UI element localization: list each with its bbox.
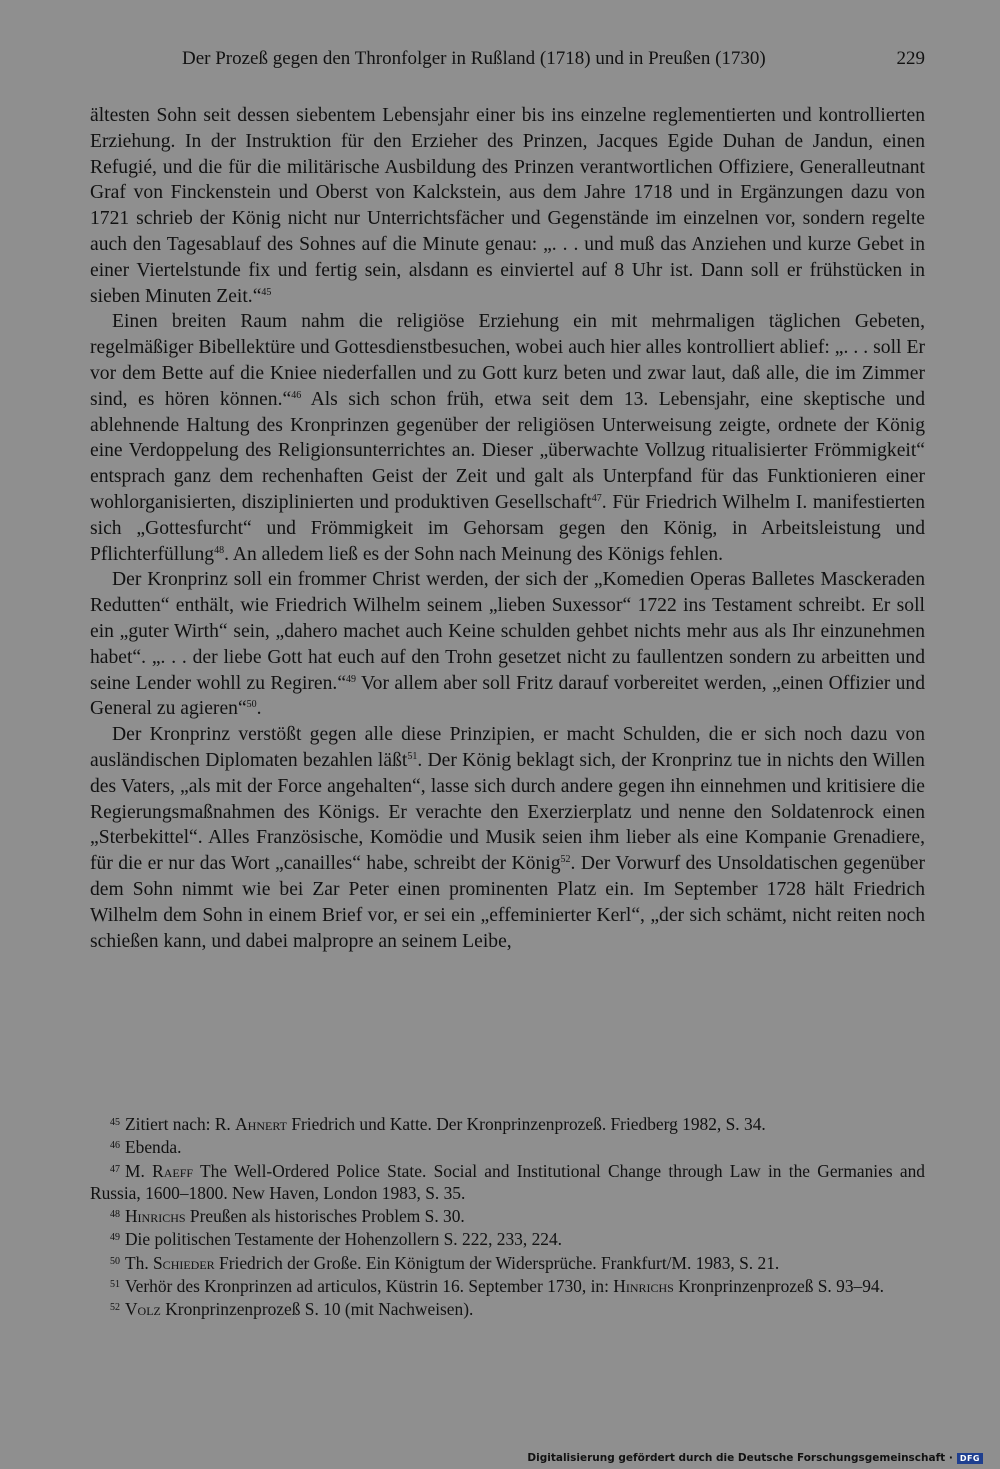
footnote-ref: 46: [291, 389, 302, 401]
text-run: . Der König beklagt sich, der Kronprinz tue in nichts den Willen des Vaters, „als mit der Force angehalten“, lasse sich durch andere gegen ihn einnehmen und kritisiere die Regierungsmaßnahmen des Königs. Er verachte den Exerzierplatz und nenne den Soldatenrock einen „Sterbekittel“. Alles Französische, Komödie und Musik seien ihm lieber als eine Kompanie Grenadiere, für die er nur das Wort „canailles“ habe, schreibt der König: [90, 749, 925, 875]
paragraph: [90, 309, 925, 567]
footnote: [90, 1159, 925, 1205]
footnote-text: Kronprinzenprozeß S. 93–94.: [673, 1276, 884, 1297]
footnote-number: 47: [110, 1163, 120, 1175]
footnote-text: M.: [125, 1160, 153, 1181]
text-run: . An alledem ließ es der Sohn nach Meinung des Königs fehlen.: [224, 543, 724, 565]
footnotes: [90, 1112, 925, 1321]
footnote-text: Verhör des Kronprinzen ad articulos, Küstrin 16. September 1730, in:: [125, 1276, 614, 1297]
footnote-text: Preußen als historisches Problem S. 30.: [185, 1206, 465, 1227]
author-name: Hinrichs: [125, 1206, 186, 1227]
page-number: 229: [896, 48, 925, 69]
footnote: [90, 1204, 925, 1227]
footnote-number: 45: [110, 1117, 120, 1128]
text-run: Als sich schon früh, etwa seit dem 13. Lebensjahr, eine skeptische und ablehnende Haltung des Kronprinzen gegenüber der religiösen Unterweisung zeigte, ordnete der König eine Verdoppelung des Religionsunterrichtes an. Dieser „überwachte Vollzug ritualisierter Frömmigkeit“ entsprach ganz dem rechenhaften Geist der Zeit und galt als Unterpfand für das Funktionieren einer wohlorganisierten, disziplinierten und produktiven Gesellschaft: [90, 388, 925, 513]
footnote-number: 52: [110, 1302, 120, 1314]
paragraph: [90, 103, 925, 309]
footnote-text: Die politischen Testamente der Hohenzollern S. 222, 233, 224.: [125, 1229, 562, 1250]
author-name: Ahnert: [235, 1114, 287, 1134]
footnote: [90, 1297, 925, 1320]
dfg-logo: DFG: [957, 1453, 983, 1464]
footnote: [90, 1227, 925, 1250]
footnote: [90, 1251, 925, 1274]
text-run: . Der Vorwurf des Unsoldatischen gegenüber dem Sohn nimmt wie bei Zar Peter einen prominenten Platz ein. Im September 1728 hält Friedrich Wilhelm dem Sohn in einem Brief vor, er sei ein „effeminierter Kerl“, „der sich schämt, nicht reiten noch schießen kann, und dabei malpropre an seinem Leibe,: [90, 853, 925, 952]
footnote-ref: 45: [261, 286, 272, 298]
footnote-ref: 51: [407, 750, 418, 762]
footnote-text: Zitiert nach: R.: [125, 1114, 236, 1134]
paragraph: [90, 722, 925, 954]
running-title: Der Prozeß gegen den Thronfolger in Rußland (1718) und in Preußen (1730): [182, 48, 766, 69]
footnote-text: Kronprinzenprozeß S. 10 (mit Nachweisen).: [160, 1299, 474, 1320]
footnote-ref: 47: [591, 492, 602, 504]
footnote-text: Friedrich und Katte. Der Kronprinzenprozeß. Friedberg 1982, S. 34.: [286, 1114, 766, 1134]
footnote-text: The Well-Ordered Police State. Social and Institutional Change through Law in the Germanies and Russia, 1600–1800. New Haven, London 1983, S. 35.: [90, 1160, 925, 1203]
author-name: Schieder: [153, 1252, 215, 1273]
text-run: ältesten Sohn seit dessen siebentem Lebensjahr einer bis ins einzelne reglementierten und kontrollierten Erziehung. In der Instruktion für den Erzieher des Prinzen, Jacques Egide Duhan de Jandun, einen Refugié, und die für die militärische Ausbildung des Prinzen verantwortlichen Offiziere, Generalleutnant Graf von Finckenstein und Oberst von Kalckstein, aus dem Jahre 1718 und in Ergänzungen dazu von 1721 schrieb der König nicht nur Unterrichtsfächer und Gegenstände im einzelnen vor, sondern regelte auch den Tagesablauf des Sohnes auf die Minute genau: „. . . und muß das Anziehen und kurze Gebet in einer Viertelstunde fix und fertig sein, alsdann es einviertel auf 8 Uhr ist. Dann soll er frühstücken in sieben Minuten Zeit.“: [90, 105, 925, 307]
footnote-ref: 48: [214, 544, 225, 556]
footnote-text: Ebenda.: [125, 1137, 182, 1158]
footnote-number: 46: [110, 1140, 120, 1152]
credit-text: Digitalisierung gefördert durch die Deutsche Forschungsgemeinschaft ·: [527, 1452, 953, 1464]
footnote-ref: 50: [246, 699, 257, 711]
text-run: Vor allem aber soll Fritz darauf vorbereitet werden, „einen Offizier und General zu agieren“: [90, 672, 925, 720]
footnote-text: Friedrich der Große. Ein Königtum der Widersprüche. Frankfurt/M. 1983, S. 21.: [214, 1252, 780, 1273]
footnote: [90, 1274, 925, 1297]
footnote-number: 49: [110, 1232, 120, 1244]
paragraph: [90, 567, 925, 722]
footnote: [90, 1135, 925, 1158]
footnote-ref: 52: [560, 854, 571, 866]
footnote-ref: 49: [346, 673, 357, 685]
text-run: Der Kronprinz soll ein frommer Christ werden, der sich der „Komedien Operas Balletes Masckeraden Redutten“ enthält, wie Friedrich Wilhelm seinem „lieben Suxessor“ 1722 ins Testament schreibt. Er soll ein „guter Wirth“ sein, „dahero machet auch Keine schulden gehbet nichts mehr aus als Ihr einzunehmen habet“. „. . . der liebe Gott hat euch auf den Trohn gesetzet nicht zu faullentzen sondern zu arbeitten und seine Lender wohll zu Regiren.“: [90, 569, 925, 694]
footnote-number: 50: [110, 1255, 120, 1267]
text-run: . Für Friedrich Wilhelm I. manifestierten sich „Gottesfurcht“ und Frömmigkeit im Gehorsam gegen den König, in Arbeitsleistung und Pflichterfüllung: [90, 491, 925, 565]
text-run: Der Kronprinz verstößt gegen alle diese Prinzipien, er macht Schulden, die er sich noch dazu von ausländischen Diplomaten bezahlen läßt: [90, 724, 925, 771]
author-name: Hinrichs: [613, 1276, 674, 1297]
author-name: Raeff: [152, 1160, 194, 1181]
text-run: .: [256, 698, 262, 720]
footnote-number: 48: [110, 1209, 120, 1221]
digitization-credit: [527, 1452, 983, 1464]
footnote: [90, 1112, 925, 1135]
author-name: Volz: [125, 1299, 161, 1320]
text-run: Einen breiten Raum nahm die religiöse Erziehung ein mit mehrmaligen täglichen Gebeten, regelmäßiger Bibellektüre und Gottesdienstbesuchen, wobei auch hier alles kontrolliert ablief: „. . . soll Er vor dem Bette auf die Kniee niederfallen und zu Gott kurz beten und zwar laut, daß alle, die im Zimmer sind, es hören können.“: [90, 311, 925, 410]
footnote-number: 51: [110, 1279, 120, 1291]
footnote-text: Th.: [125, 1252, 154, 1273]
main-text: [90, 103, 925, 954]
